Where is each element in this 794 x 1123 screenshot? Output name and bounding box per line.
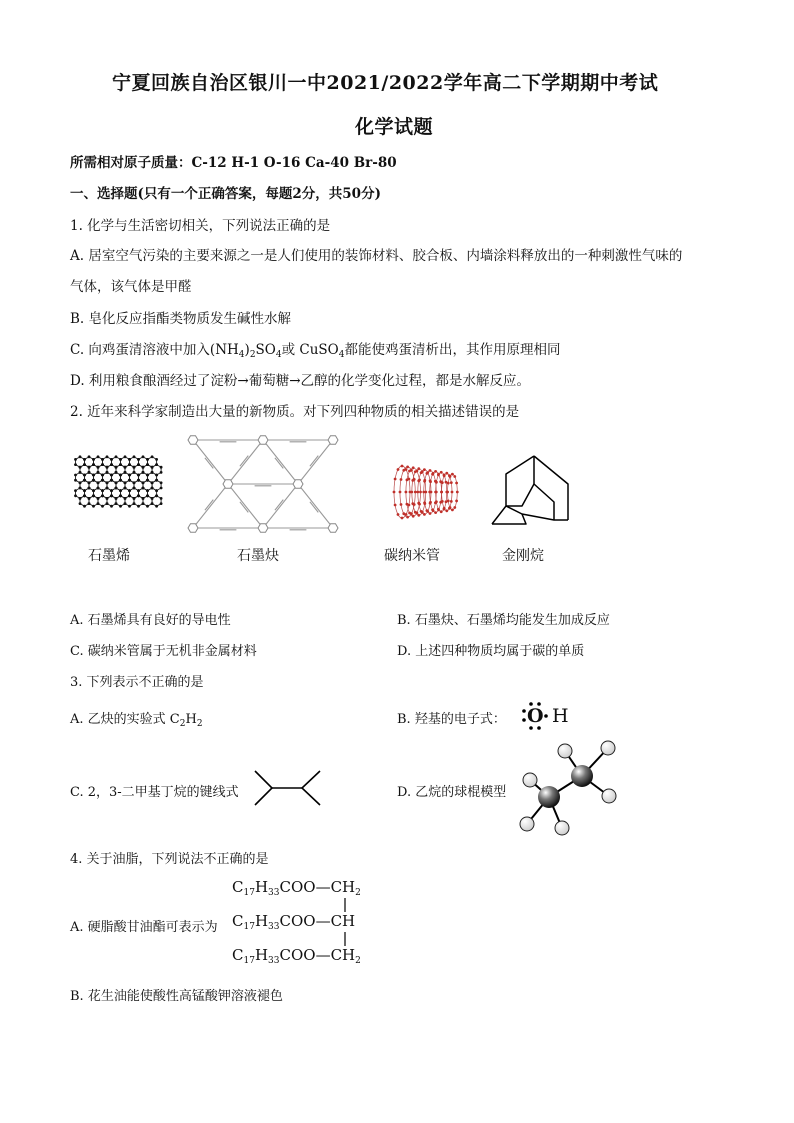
triester-row-1: $C_{17}H_{33}COO—CH_2$ — [232, 878, 361, 898]
caption-graphyne: 石墨炔 — [237, 548, 279, 564]
q1-option-d: D. 利用粮食酿酒经过了淀粉→葡萄糖→乙醇的化学变化过程，都是水解反应。 — [70, 373, 531, 389]
q2-option-c: C. 碳纳米管属于无机非金属材料 — [70, 644, 257, 659]
triester-row-2: $C_{17}H_{33}COO—CH$ — [232, 912, 356, 932]
q3-stem: 3. 下列表示不正确的是 — [70, 675, 204, 690]
q2-option-a: A. 石墨烯具有良好的导电性 — [70, 613, 231, 628]
q4-stem: 4. 关于油脂，下列说法不正确的是 — [70, 852, 269, 867]
q1-option-b: B. 皂化反应指酯类物质发生碱性水解 — [70, 311, 292, 327]
ethane-ball-and-stick-model — [512, 738, 622, 838]
q4-option-a: A. 硬脂酸甘油酯可表示为 — [70, 920, 218, 935]
adamantane-structure-image — [486, 454, 572, 528]
q1-option-a-line2: 气体，该气体是甲醛 — [70, 279, 192, 295]
atomic-masses: 所需相对原子质量：C-12 H-1 O-16 Ca-40 Br-80 — [70, 155, 397, 171]
q3-option-c: C. 2，3-二甲基丁烷的键线式 — [70, 785, 239, 800]
q2-option-d: D. 上述四种物质均属于碳的单质 — [397, 644, 585, 659]
page-subtitle: 化学试题 — [355, 116, 434, 138]
q3-option-d: D. 乙烷的球棍模型 — [397, 785, 507, 800]
triester-vertical-bonds — [340, 896, 350, 954]
caption-adamantane: 金刚烷 — [502, 548, 544, 564]
dimethylbutane-skeletal-formula — [252, 768, 324, 808]
graphyne-structure-image — [193, 432, 335, 536]
q3-option-b: B. 羟基的电子式： — [397, 712, 506, 727]
q1-option-c: C. 向鸡蛋清溶液中加入$(NH_4)_2SO_4$或 CuSO$_4$都能使鸡蛋清析出，其作用原理相同 — [70, 342, 561, 360]
caption-graphene: 石墨烯 — [88, 548, 130, 564]
triester-row-3: $C_{17}H_{33}COO—CH_2$ — [232, 946, 361, 966]
hydroxyl-oxygen-symbol: O — [527, 705, 544, 727]
q3-option-a: A. 乙炔的实验式 $C_2H_2$ — [70, 712, 203, 729]
caption-nanotube: 碳纳米管 — [384, 548, 440, 564]
q1-option-a-line1: A. 居室空气污染的主要来源之一是人们使用的装饰材料、胶合板、内墙涂料释放出的一种刺激性气味的 — [70, 248, 683, 264]
q1-stem: 1. 化学与生活密切相关，下列说法正确的是 — [70, 218, 331, 234]
q4-option-b: B. 花生油能使酸性高锰酸钾溶液褪色 — [70, 989, 283, 1004]
page-title: 宁夏回族自治区银川一中2021/2022学年高二下学期期中考试 — [112, 72, 659, 94]
section-heading: 一、选择题(只有一个正确答案，每题2分，共50分) — [70, 186, 381, 202]
q2-option-b: B. 石墨炔、石墨烯均能发生加成反应 — [397, 613, 610, 628]
graphene-structure-image — [74, 456, 184, 534]
hydroxyl-hydrogen-symbol: H — [552, 705, 569, 727]
q2-stem: 2. 近年来科学家制造出大量的新物质。对下列四种物质的相关描述错误的是 — [70, 404, 520, 420]
carbon-nanotube-image — [388, 462, 464, 522]
